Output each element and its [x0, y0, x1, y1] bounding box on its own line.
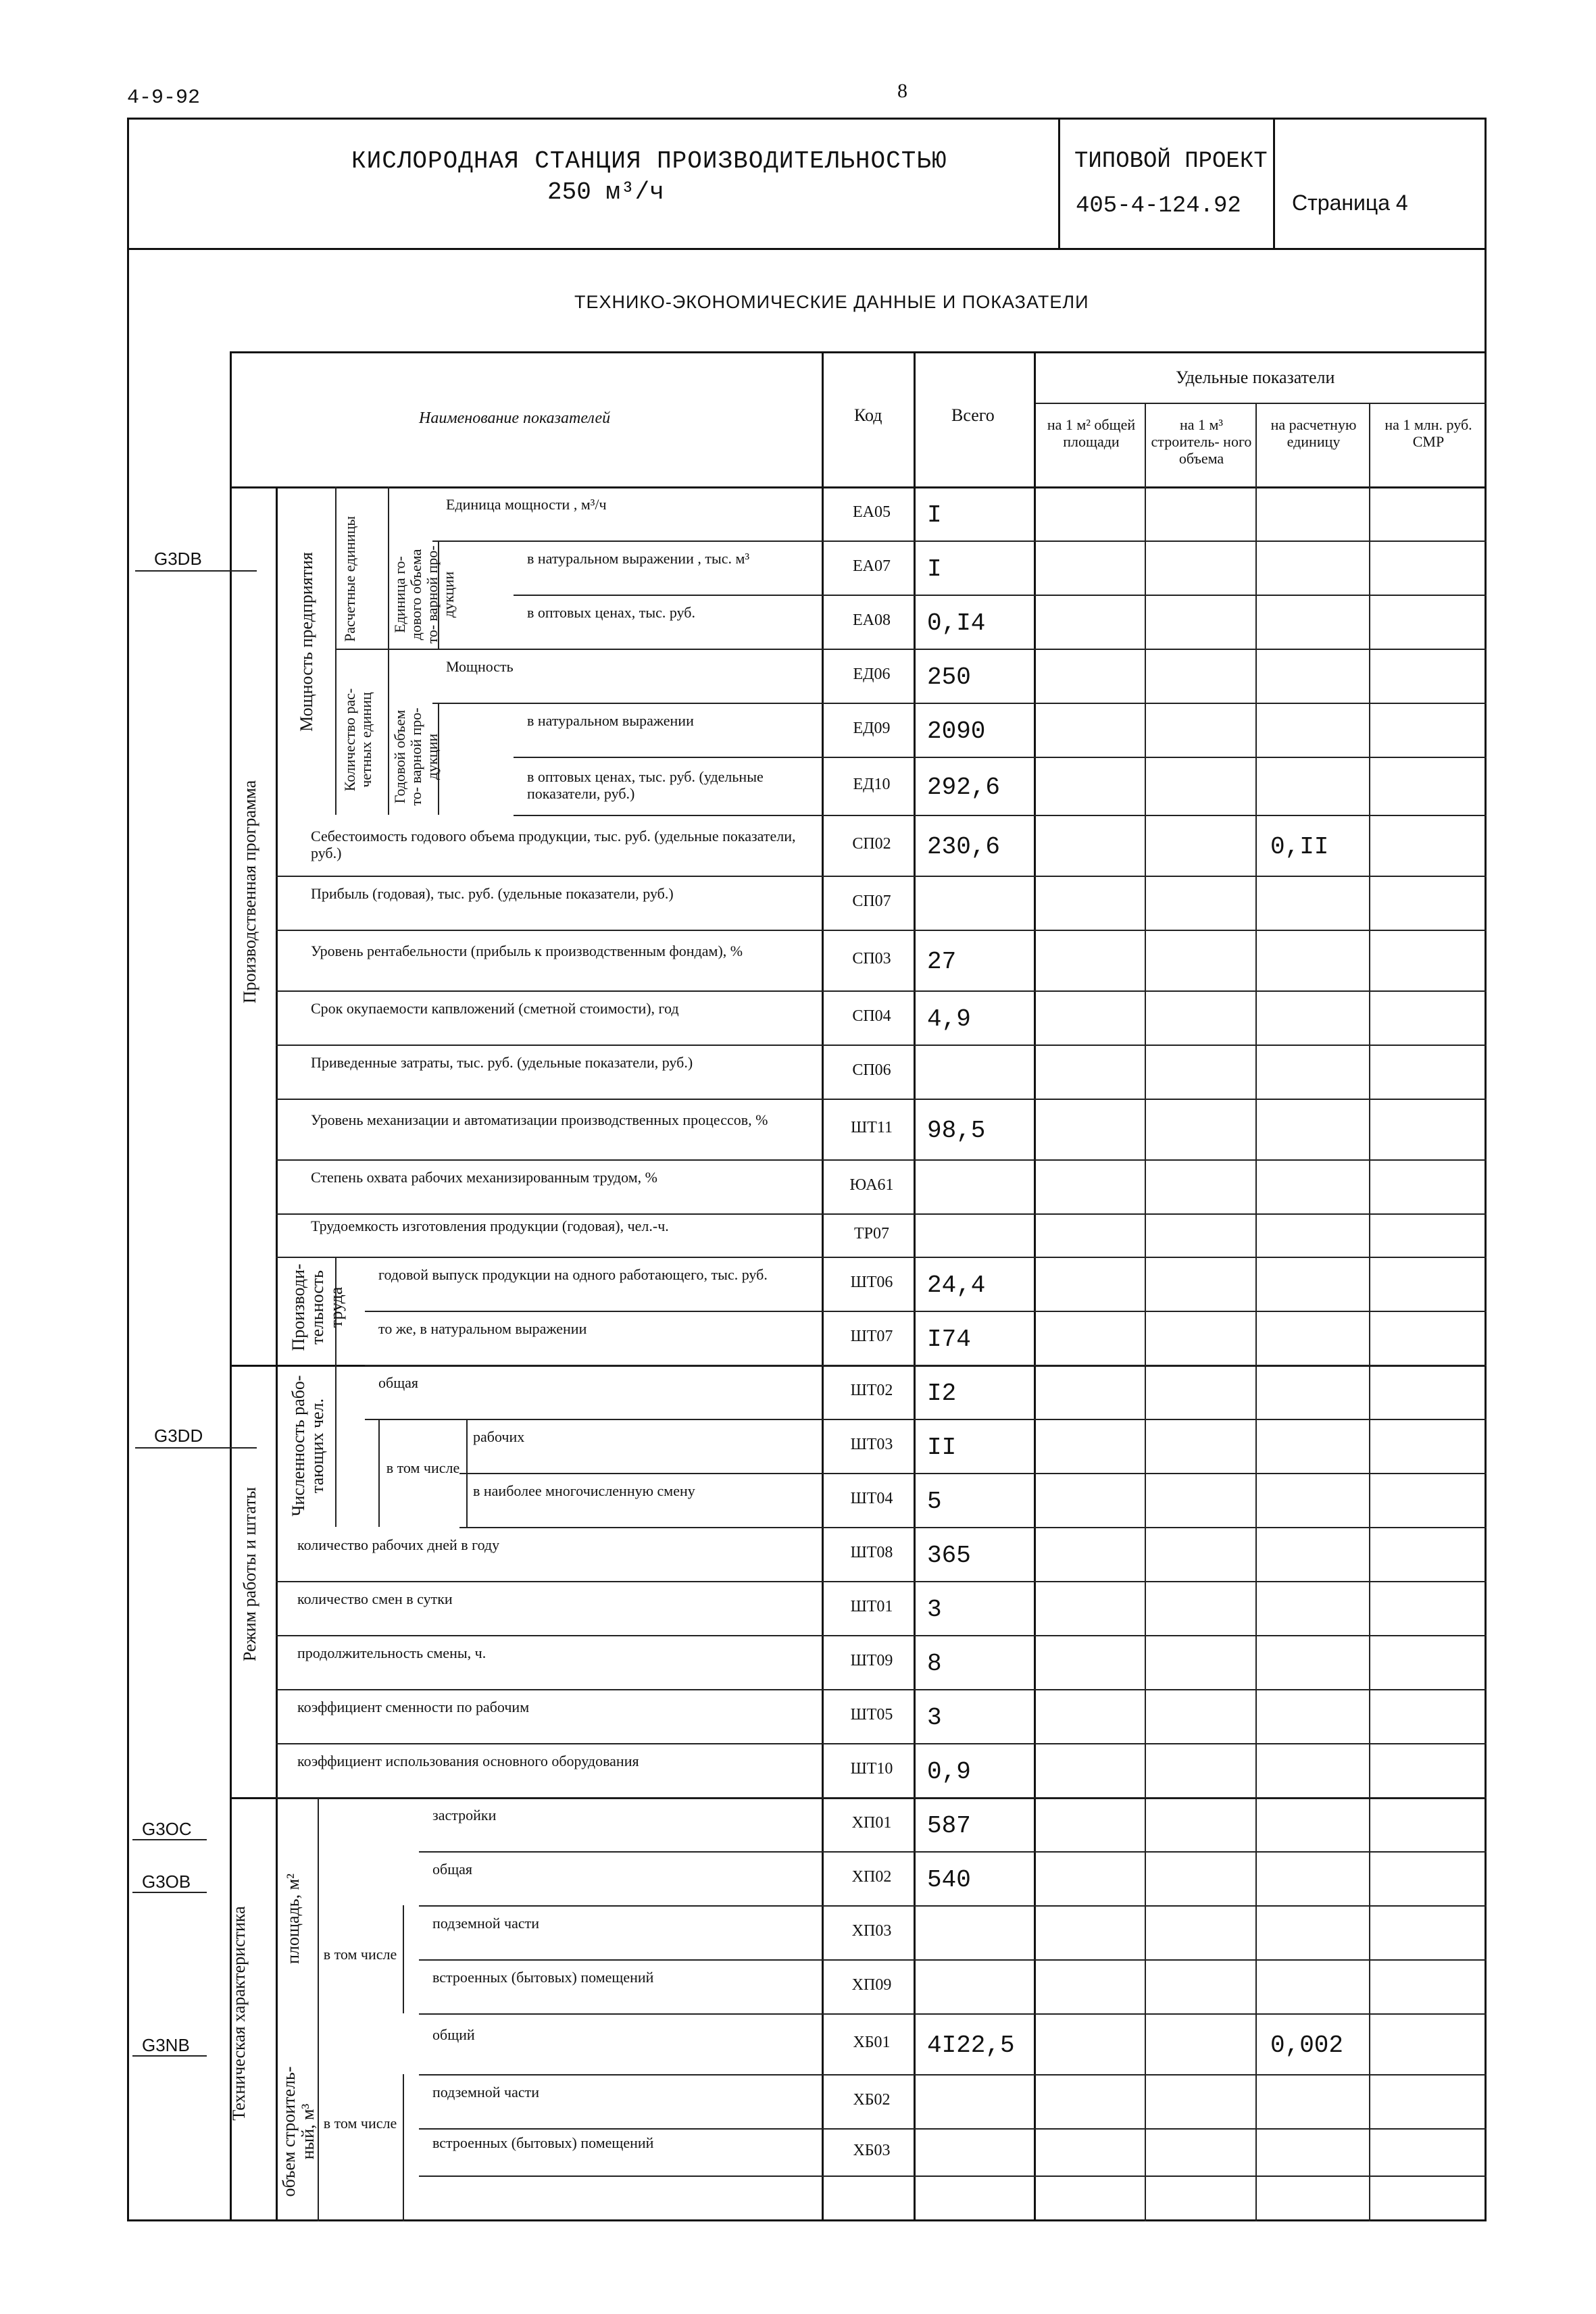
doc-code: 4-9-92	[127, 86, 201, 109]
group-tech-char: Техническая характеристика	[229, 1906, 249, 2121]
row-label: Степень охвата рабочих механизированным трудом, %	[311, 1169, 657, 1186]
row-total: 540	[927, 1866, 971, 1894]
row-label: подземной части	[432, 2084, 540, 2101]
row-label: в оптовых ценах, тыс. руб. (удельные показатели, руб.)	[527, 768, 764, 802]
row-total: I	[927, 555, 942, 583]
row-code: ШТ09	[850, 1652, 893, 1669]
side-tag-g3oc: G3OC	[142, 1819, 192, 1839]
row-label: Мощность	[446, 658, 514, 675]
side-tag-g3nb: G3NB	[142, 2035, 190, 2055]
group-staff-count: Численность рабо- тающих чел.	[289, 1375, 327, 1517]
col-per-unit-header: на расчетную единицу	[1270, 416, 1357, 450]
group-calc-units: Расчетные единицы	[341, 515, 358, 642]
row-total: 24,4	[927, 1272, 986, 1299]
group-area: площадь, м²	[283, 1873, 303, 1964]
row-label: застройки	[432, 1807, 497, 1823]
row-code: ТР07	[853, 1225, 889, 1242]
col-name-header: Наименование показателей	[419, 409, 611, 427]
row-total: 230,6	[927, 833, 1001, 861]
row-code: СП02	[852, 835, 891, 853]
row-total: I2	[927, 1380, 957, 1407]
row-code: ЕА05	[853, 503, 891, 521]
row-label: в оптовых ценах, тыс. руб.	[527, 604, 696, 621]
row-label: в натуральном выражении , тыс. м³	[527, 550, 750, 567]
station-title: КИСЛОРОДНАЯ СТАНЦИЯ ПРОИЗВОДИТЕЛЬНОСТЬЮ	[351, 147, 947, 175]
group-annual-volume-unit: Единица го- дового объема то- варной про- дукции	[391, 545, 457, 644]
row-code: ШТ03	[850, 1436, 893, 1453]
row-code: ШТ07	[850, 1328, 893, 1345]
row-label: количество смен в сутки	[297, 1590, 453, 1607]
row-total: 3	[927, 1704, 942, 1732]
side-tag-g3ob: G3OB	[142, 1871, 191, 1892]
row-total: I74	[927, 1326, 971, 1353]
row-total: 587	[927, 1812, 971, 1840]
station-capacity: 250 м³/ч	[547, 178, 664, 206]
row-per-unit: 0,II	[1270, 833, 1329, 861]
row-code: СП04	[852, 1007, 891, 1025]
col-code-header: Код	[854, 405, 882, 425]
group-production-program: Производственная программа	[240, 780, 259, 1004]
row-code: ШТ06	[850, 1274, 893, 1291]
row-code: ХБ01	[853, 2034, 891, 2051]
group-volume: объем строитель- ный, м³	[279, 2066, 318, 2197]
row-code: ЕД10	[853, 776, 891, 793]
row-label: Трудоемкость изготовления продукции (годовая), чел.-ч.	[311, 1217, 669, 1234]
row-code: ШТ05	[850, 1706, 893, 1724]
row-code: ШТ04	[850, 1490, 893, 1507]
project-label: ТИПОВОЙ ПРОЕКТ	[1074, 149, 1268, 174]
project-number: 405-4-124.92	[1076, 193, 1241, 219]
group-enterprise-capacity: Мощность предприятия	[297, 552, 316, 732]
group-annual-volume: Годовой объем то- варной про- дукции	[391, 707, 441, 806]
col-specific-header: Удельные показатели	[1176, 368, 1335, 387]
row-code: ШТ10	[850, 1760, 893, 1778]
row-total: 2090	[927, 718, 986, 745]
row-code: ЮА61	[849, 1176, 894, 1194]
row-code: СП06	[852, 1061, 891, 1079]
row-code: ЕД06	[853, 665, 891, 683]
row-code: ШТ02	[850, 1382, 893, 1399]
row-label: рабочих	[473, 1428, 525, 1445]
row-label: Себестоимость годового объема продукции, тыс. руб. (удельные показатели, руб.)	[311, 828, 796, 861]
row-code: ХБ02	[853, 2091, 891, 2109]
col-total-header: Всего	[951, 405, 995, 425]
row-code: ШТ11	[851, 1119, 893, 1136]
side-tag-g3dd: G3DD	[154, 1426, 203, 1446]
row-label: годовой выпуск продукции на одного работающего, тыс. руб.	[378, 1266, 768, 1283]
row-label: Уровень рентабельности (прибыль к производственным фондам), %	[311, 942, 743, 959]
row-total: 365	[927, 1542, 971, 1569]
row-code: ХП01	[851, 1814, 892, 1832]
row-label: общая	[432, 1861, 473, 1878]
row-total: 27	[927, 948, 957, 976]
row-total: 0,I4	[927, 609, 986, 637]
incl-area-label: в том числе	[323, 1946, 397, 1963]
row-label: то же, в натуральном выражении	[378, 1320, 587, 1337]
row-code: ЕД09	[853, 720, 891, 737]
page-number: 8	[897, 80, 907, 102]
row-total: 4I22,5	[927, 2032, 1015, 2059]
row-label: коэффициент использования основного оборудования	[297, 1753, 639, 1769]
row-label: общий	[432, 2026, 475, 2043]
row-label: встроенных (бытовых) помещений	[432, 1969, 654, 1986]
section-title: ТЕХНИКО-ЭКОНОМИЧЕСКИЕ ДАННЫЕ И ПОКАЗАТЕЛИ	[574, 292, 1089, 312]
row-code: ШТ08	[850, 1544, 893, 1561]
row-label: Приведенные затраты, тыс. руб. (удельные показатели, руб.)	[311, 1054, 693, 1071]
row-total: 3	[927, 1596, 942, 1624]
row-total: 0,9	[927, 1758, 971, 1786]
row-total: 98,5	[927, 1117, 986, 1145]
row-label: коэффициент сменности по рабочим	[297, 1699, 530, 1715]
row-code: ХП02	[851, 1868, 892, 1886]
page-label: Страница 4	[1292, 191, 1408, 215]
row-total: 4,9	[927, 1005, 971, 1033]
col-per-mln-header: на 1 млн. руб. СМР	[1385, 416, 1472, 450]
row-label: в натуральном выражении	[527, 712, 694, 729]
side-tag-g3db: G3DB	[154, 549, 202, 569]
row-label: Срок окупаемости капвложений (сметной стоимости), год	[311, 1000, 679, 1017]
row-label: встроенных (бытовых) помещений	[432, 2134, 654, 2151]
row-code: ЕА08	[853, 611, 891, 629]
row-total: I	[927, 501, 942, 529]
group-calc-units-count: Количество рас- четных единиц	[341, 688, 374, 792]
title-block	[127, 118, 1487, 250]
row-label: количество рабочих дней в году	[297, 1536, 500, 1553]
row-label: Прибыль (годовая), тыс. руб. (удельные показатели, руб.)	[311, 885, 674, 902]
col-per-m3-header: на 1 м³ строитель- ного объема	[1151, 416, 1252, 467]
row-label: продолжительность смены, ч.	[297, 1644, 487, 1661]
row-code: СП03	[852, 950, 891, 967]
row-code: ХП03	[851, 1922, 892, 1940]
group-work-mode: Режим работы и штаты	[240, 1486, 259, 1662]
incl-staff-label: в том числе	[386, 1459, 460, 1476]
row-label: в наиболее многочисленную смену	[473, 1482, 695, 1499]
incl-volume-label: в том числе	[323, 2115, 397, 2132]
row-code: ХП09	[851, 1976, 892, 1994]
row-label: Единица мощности , м³/ч	[446, 496, 607, 513]
row-code: ХБ03	[853, 2142, 891, 2159]
row-total: 8	[927, 1650, 942, 1678]
row-label: общая	[378, 1374, 419, 1391]
row-code: СП07	[852, 892, 891, 910]
row-total: II	[927, 1434, 957, 1461]
row-label: подземной части	[432, 1915, 540, 1932]
row-per-unit: 0,002	[1270, 2032, 1344, 2059]
col-per-m2-header: на 1 м² общей площади	[1047, 416, 1136, 450]
group-labor-productivity: Производи- тельность труда	[289, 1263, 346, 1351]
row-total: 5	[927, 1488, 942, 1515]
row-code: ЕА07	[853, 557, 891, 575]
row-code: ШТ01	[850, 1598, 893, 1615]
row-label: Уровень механизации и автоматизации производственных процессов, %	[311, 1111, 768, 1128]
row-total: 292,6	[927, 774, 1001, 801]
row-total: 250	[927, 663, 971, 691]
